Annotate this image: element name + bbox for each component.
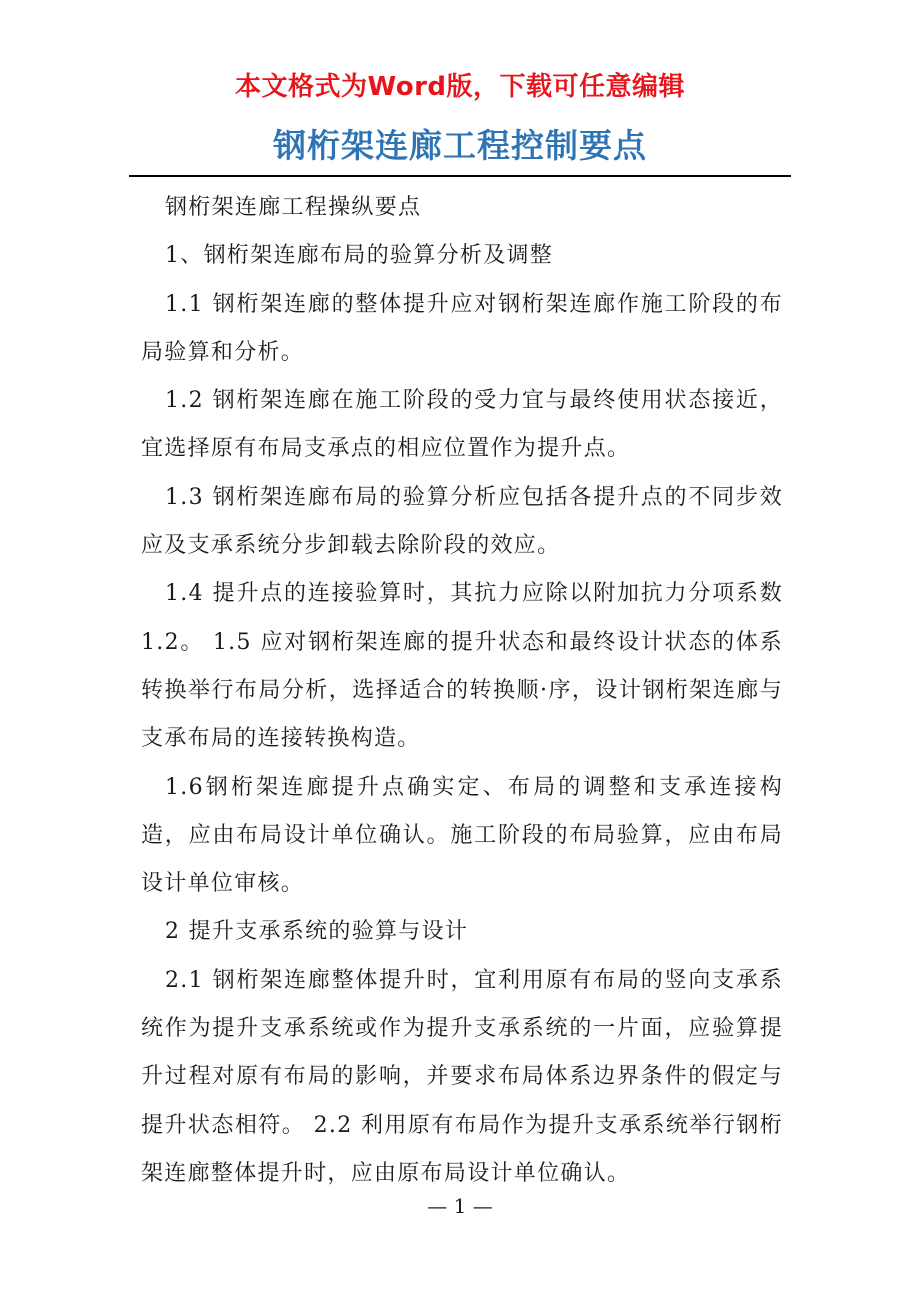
document-title: 钢桁架连廊工程控制要点 bbox=[273, 126, 647, 165]
body-paragraph: 1.3 钢桁架连廊布局的验算分析应包括各提升点的不同步效应及支承系统分步卸载去除阶段的效应。 bbox=[141, 484, 783, 559]
body-paragraph: 1.6钢桁架连廊提升点确实定、布局的调整和支承连接构造，应由布局设计单位确认。施工阶段的布局验算，应由布局设计单位审核。 bbox=[141, 774, 783, 897]
body-paragraph: 钢桁架连廊工程操纵要点 bbox=[165, 195, 422, 220]
page-number: — 1 — bbox=[427, 1194, 493, 1218]
document-body bbox=[141, 184, 783, 1198]
format-notice-banner: 本文格式为Word版，下载可任意编辑 bbox=[234, 72, 686, 102]
body-paragraph: 1.2 钢桁架连廊在施工阶段的受力宜与最终使用状态接近，宜选择原有布局支承点的相应位置作为提升点。 bbox=[141, 388, 783, 462]
body-paragraph: 1、钢桁架连廊布局的验算分析及调整 bbox=[165, 243, 554, 269]
body-paragraph: 2 提升支承系统的验算与设计 bbox=[165, 919, 469, 945]
body-paragraph: 1.4 提升点的连接验算时，其抗力应除以附加抗力分项系数 1.2。 1.5 应对钢桁架连廊的提升状态和最终设计状态的体系转换举行布局分析，选择适合的转换顺·序，设计钢桁架连廊与支承布局的连接转换构造。 bbox=[141, 581, 783, 752]
body-paragraph: 2.1 钢桁架连廊整体提升时，宜利用原有布局的竖向支承系统作为提升支承系统或作为提升支承系统的一片面，应验算提升过程对原有布局的影响，并要求布局体系边界条件的假定与提升状态相符。 2.2 利用原有布局作为提升支承系统举行钢桁架连廊整体提升时，应由原布局设计单位确认。 bbox=[141, 967, 783, 1186]
title-divider bbox=[129, 175, 791, 177]
body-paragraph: 1.1 钢桁架连廊的整体提升应对钢桁架连廊作施工阶段的布局验算和分析。 bbox=[141, 291, 783, 365]
